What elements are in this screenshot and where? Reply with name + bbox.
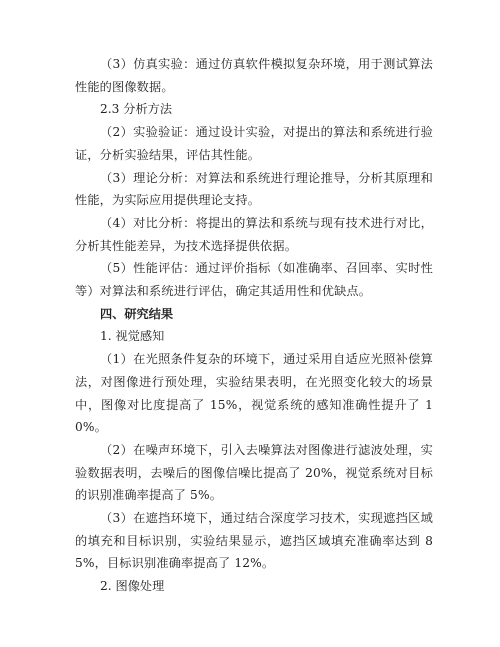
subsection-heading-image-processing: 2. 图像处理 [100,579,165,594]
paragraph-comparative-analysis: （4）对比分析：将提出的算法和系统与现有技术进行对比，分析其性能差异，为技术选择提供依据。 [75,215,433,253]
subsection-heading-visual-perception: 1. 视觉感知 [100,329,165,344]
section-heading-research-results: 四、研究结果 [100,306,174,321]
paragraph-lighting-compensation: （1）在光照条件复杂的环境下，通过采用自适应光照补偿算法，对图像进行预处理，实验结果表明，在光照变化较大的场景中，图像对比度提高了 15%，视觉系统的感知准确性提升了 10%。 [75,352,433,435]
paragraph-theoretical-analysis: （3）理论分析：对算法和系统进行理论推导，分析其原理和性能，为实际应用提供理论支持。 [75,170,433,208]
paragraph-performance-evaluation: （5）性能评估：通过评价指标（如准确率、召回率、实时性等）对算法和系统进行评估，确定其适用性和优缺点。 [75,261,433,299]
paragraph-denoising: （2）在噪声环境下，引入去噪算法对图像进行滤波处理，实验数据表明，去噪后的图像信噪比提高了 20%，视觉系统对目标的识别准确率提高了 5%。 [75,442,433,503]
paragraph-simulation-experiment: （3）仿真实验：通过仿真软件模拟复杂环境，用于测试算法性能的图像数据。 [75,57,433,94]
paragraph-occlusion: （3）在遮挡环境下，通过结合深度学习技术，实现遮挡区域的填充和目标识别，实验结果显示，遮挡区域填充准确率达到 85%，目标识别准确率提高了 12%。 [75,511,433,571]
document-page [75,53,433,598]
paragraph-experimental-validation: （2）实验验证：通过设计实验，对提出的算法和系统进行验证，分析实验结果，评估其性能。 [75,125,433,162]
section-heading-analysis-methods: 2.3 分析方法 [100,102,173,117]
